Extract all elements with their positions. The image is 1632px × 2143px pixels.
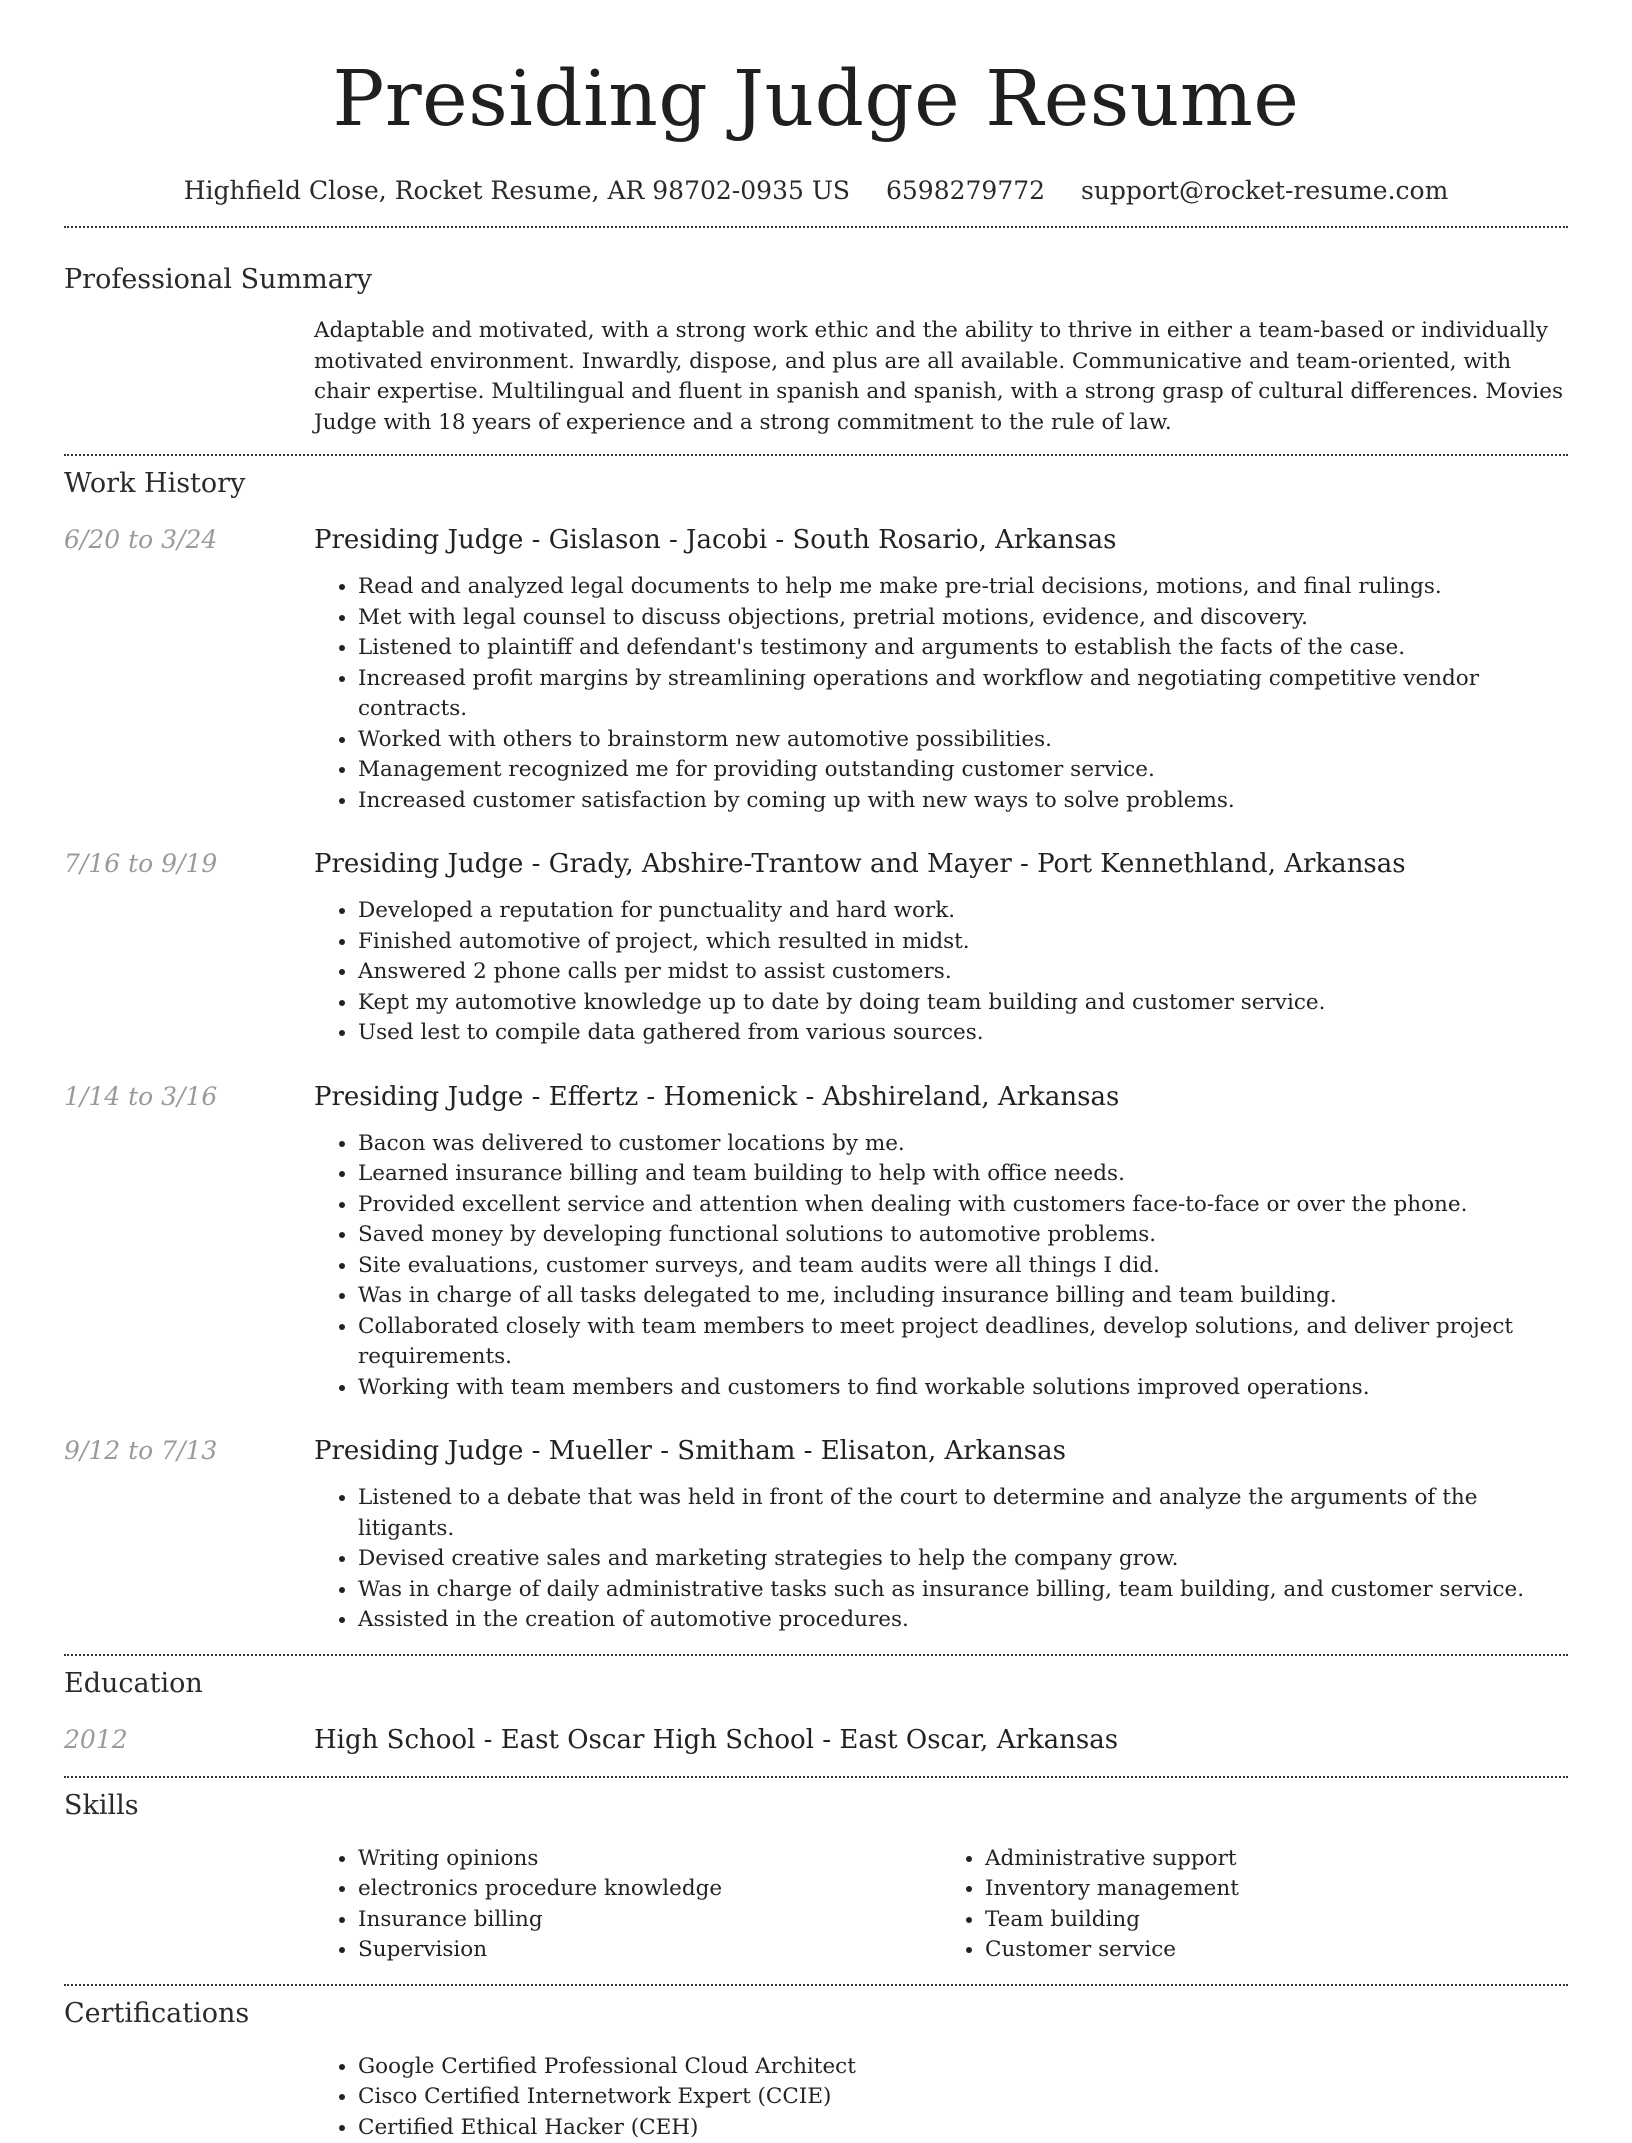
resume-page — [64, 0, 1568, 2143]
list-item: • Cisco Certified Internetwork Expert (CCIE) — [358, 2082, 1568, 2113]
skills-section — [64, 1778, 1568, 1966]
list-item: • Read and analyzed legal documents to help me make pre-trial decisions, motions, and final rulings. — [358, 572, 1568, 603]
list-item: • Worked with others to brainstorm new automotive possibilities. — [358, 725, 1568, 756]
list-item: • Finished automotive of project, which resulted in midst. — [358, 927, 1568, 958]
job-bullets — [314, 1483, 1568, 1636]
contact-phone: 6598279772 — [886, 176, 1045, 205]
list-item: • Listened to plaintiff and defendant's testimony and arguments to establish the facts of the case. — [358, 633, 1568, 664]
job-dates: 1/14 to 3/16 — [64, 1079, 314, 1115]
list-item: • Increased profit margins by streamlining operations and workflow and negotiating competitive vendor contracts. — [358, 664, 1568, 725]
education-entry — [64, 1722, 1568, 1758]
job-title: Presiding Judge - Grady, Abshire-Trantow and Mayer - Port Kennethland, Arkansas — [314, 846, 1568, 882]
job-bullets — [314, 1129, 1568, 1404]
list-item: • Writing opinions — [358, 1844, 941, 1875]
job-dates: 7/16 to 9/19 — [64, 846, 314, 882]
list-item: • Answered 2 phone calls per midst to assist customers. — [358, 957, 1568, 988]
list-item: • Assisted in the creation of automotive procedures. — [358, 1605, 1568, 1636]
list-item: • Team building — [985, 1905, 1568, 1936]
contact-email: support@rocket-resume.com — [1081, 176, 1448, 205]
skills-columns — [314, 1844, 1568, 1966]
skills-heading: Skills — [64, 1788, 1568, 1824]
list-item: • Listened to a debate that was held in front of the court to determine and analyze the arguments of the litigants. — [358, 1483, 1568, 1544]
education-heading: Education — [64, 1666, 1568, 1702]
job-title: Presiding Judge - Mueller - Smitham - Elisaton, Arkansas — [314, 1433, 1568, 1469]
work-history-heading: Work History — [64, 466, 1568, 502]
education-year: 2012 — [64, 1722, 314, 1758]
certifications-section — [64, 1986, 1568, 2143]
list-item: • Learned insurance billing and team building to help with office needs. — [358, 1159, 1568, 1190]
list-item: • Provided excellent service and attention when dealing with customers face-to-face or over the phone. — [358, 1190, 1568, 1221]
list-item: • Was in charge of daily administrative tasks such as insurance billing, team building, and customer service. — [358, 1575, 1568, 1606]
list-item: • Was in charge of all tasks delegated to me, including insurance billing and team building. — [358, 1281, 1568, 1312]
list-item: • Inventory management — [985, 1874, 1568, 1905]
list-item: • Developed a reputation for punctuality and hard work. — [358, 896, 1568, 927]
list-item: • Insurance billing — [358, 1905, 941, 1936]
list-item: • Certified Ethical Hacker (CEH) — [358, 2113, 1568, 2143]
list-item: • Kept my automotive knowledge up to date by doing team building and customer service. — [358, 988, 1568, 1019]
list-item: • Management recognized me for providing outstanding customer service. — [358, 755, 1568, 786]
skills-list-right — [941, 1844, 1568, 1966]
job-entry — [64, 522, 1568, 816]
list-item: • Site evaluations, customer surveys, and team audits were all things I did. — [358, 1251, 1568, 1282]
list-item: • Devised creative sales and marketing strategies to help the company grow. — [358, 1544, 1568, 1575]
certifications-list — [314, 2052, 1568, 2143]
job-bullets — [314, 896, 1568, 1049]
list-item: • Saved money by developing functional solutions to automotive problems. — [358, 1220, 1568, 1251]
list-item: • Working with team members and customers to find workable solutions improved operations. — [358, 1373, 1568, 1404]
certifications-heading: Certifications — [64, 1996, 1568, 2032]
list-item: • Google Certified Professional Cloud Architect — [358, 2052, 1568, 2083]
list-item: • electronics procedure knowledge — [358, 1874, 941, 1905]
contact-line — [64, 174, 1568, 208]
job-entry — [64, 1433, 1568, 1636]
list-item: • Collaborated closely with team members to meet project deadlines, develop solutions, and deliver project requirements. — [358, 1312, 1568, 1373]
job-entry — [64, 1079, 1568, 1404]
contact-address: Highfield Close, Rocket Resume, AR 98702-0935 US — [184, 176, 850, 205]
list-item: • Supervision — [358, 1935, 941, 1966]
summary-text: Adaptable and motivated, with a strong work ethic and the ability to thrive in either a team-based or individually motivated environment. Inwardly, dispose, and plus are all available. Communicative and team-oriented, with chair expertise. Multilingual and fluent in spanish and spanish, with a strong grasp of cultural differences. Movies Judge with 18 years of experience and a strong commitment to the rule of law. — [314, 316, 1568, 438]
education-title: High School - East Oscar High School - East Oscar, Arkansas — [314, 1722, 1568, 1758]
job-title: Presiding Judge - Effertz - Homenick - Abshireland, Arkansas — [314, 1079, 1568, 1115]
list-item: • Met with legal counsel to discuss objections, pretrial motions, evidence, and discovery. — [358, 603, 1568, 634]
education-section — [64, 1656, 1568, 1758]
job-dates: 6/20 to 3/24 — [64, 522, 314, 558]
list-item: • Bacon was delivered to customer locations by me. — [358, 1129, 1568, 1160]
summary-section — [64, 228, 1568, 438]
list-item: • Increased customer satisfaction by coming up with new ways to solve problems. — [358, 786, 1568, 817]
work-history-section — [64, 456, 1568, 1636]
job-bullets — [314, 572, 1568, 816]
list-item: • Customer service — [985, 1935, 1568, 1966]
page-title: Presiding Judge Resume — [64, 0, 1568, 148]
list-item: • Administrative support — [985, 1844, 1568, 1875]
list-item: • Used lest to compile data gathered from various sources. — [358, 1018, 1568, 1049]
job-dates: 9/12 to 7/13 — [64, 1433, 314, 1469]
job-title: Presiding Judge - Gislason - Jacobi - South Rosario, Arkansas — [314, 522, 1568, 558]
job-entry — [64, 846, 1568, 1049]
summary-heading: Professional Summary — [64, 262, 1568, 298]
skills-list-left — [314, 1844, 941, 1966]
